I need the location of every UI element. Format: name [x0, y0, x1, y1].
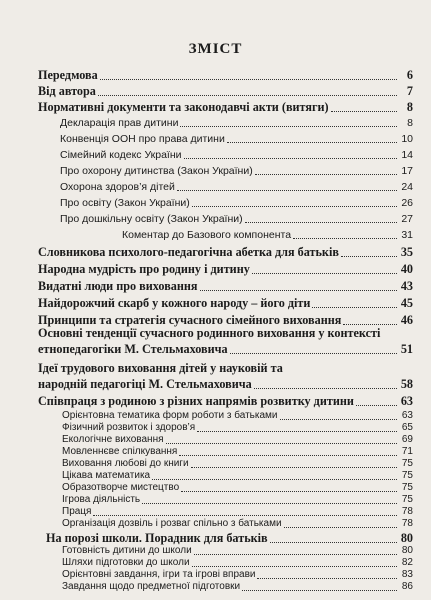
toc-entry-label: Фізичний розвиток і здоров’я: [62, 422, 196, 433]
toc-entry-page: 65: [401, 422, 413, 433]
toc-entry-page: 40: [400, 262, 413, 276]
toc-entry-label: Про дошкільну освіту (Закон України): [60, 213, 243, 225]
dot-leader: [245, 222, 397, 223]
toc-entry-label: Видатні люди про виховання: [38, 279, 198, 293]
toc-entry-label: Про освіту (Закон України): [60, 197, 190, 209]
toc-entry-label: Орієнтовні завдання, ігри та ігрові вправи: [62, 569, 256, 580]
toc-entry-label: Шляхи підготовки до школи: [62, 557, 190, 568]
toc-entry-label: Декларація прав дитини: [60, 117, 179, 129]
dot-leader: [356, 405, 397, 406]
toc-entry-label: Ідеї трудового виховання дітей у науковій та: [38, 361, 283, 375]
toc-subentry[interactable]: [62, 482, 413, 494]
toc-entry-page: 8: [406, 100, 413, 114]
dot-leader: [341, 256, 397, 257]
toc-entry-label: Словникова психолого-педагогічна абетка для батьків: [38, 245, 339, 259]
toc-entry-label: Організація дозвіль і розваг спільно з батьками: [62, 518, 282, 529]
dot-leader: [331, 111, 397, 112]
toc-entry-label: Мовленнєве спілкування: [62, 446, 178, 457]
toc-entry-page: 75: [401, 482, 413, 493]
dot-leader: [93, 515, 397, 516]
dot-leader: [100, 79, 397, 80]
toc-entry-label: Виховання любові до книги: [62, 458, 189, 469]
toc-subentry[interactable]: [62, 458, 413, 470]
toc-entry-label: На порозі школи. Порадник для батьків: [46, 531, 268, 545]
toc-entry[interactable]: [38, 100, 413, 114]
toc-entry-page: 75: [401, 470, 413, 481]
dot-leader: [200, 290, 397, 291]
toc-entry[interactable]: [38, 394, 413, 408]
toc-entry-label: Завдання щодо предметної підготовки: [62, 581, 241, 592]
toc-entry[interactable]: [38, 377, 413, 391]
toc-entry-page: 58: [400, 377, 413, 391]
toc-entry-label: Про охорону дитинства (Закон України): [60, 165, 253, 177]
page-title: ЗМІСТ: [188, 41, 243, 57]
toc-entry-page: 7: [406, 84, 413, 98]
toc-entry-page: 46: [400, 313, 413, 327]
toc-entry[interactable]: [38, 262, 413, 276]
toc-entry-label: Цікава математика: [62, 470, 151, 481]
dot-leader: [254, 388, 397, 389]
toc-entry-page: 83: [401, 569, 413, 580]
dot-leader: [179, 455, 397, 456]
toc-entry-page: 43: [400, 279, 413, 293]
toc-entry-page: 75: [401, 494, 413, 505]
toc-subentry[interactable]: [60, 197, 413, 209]
toc-subentry[interactable]: [62, 518, 413, 530]
toc-subentry[interactable]: [122, 229, 413, 241]
toc-entry-label: Нормативні документи та законодавчі акти (витяги): [38, 100, 329, 114]
toc-subentry[interactable]: [62, 446, 413, 458]
toc-entry-label: Образотворче мистецтво: [62, 482, 180, 493]
dot-leader: [192, 566, 397, 567]
dot-leader: [252, 273, 397, 274]
toc-entry-label: Ігрова діяльність: [62, 494, 141, 505]
dot-leader: [184, 158, 397, 159]
toc-subentry[interactable]: [62, 545, 413, 557]
toc-entry-label: Принципи та стратегія сучасного сімейного виховання: [38, 313, 342, 327]
toc-entry-page: 35: [400, 245, 413, 259]
toc-subentry[interactable]: [60, 165, 413, 177]
toc-entry-label: Найдорожчий скарб у кожного народу – його діти: [38, 296, 311, 310]
toc-entry-label: Від автора: [38, 84, 96, 98]
dot-leader: [177, 190, 397, 191]
dot-leader: [280, 419, 398, 420]
toc-subentry[interactable]: [62, 557, 413, 569]
toc-entry-page: 63: [401, 410, 413, 421]
toc-subentry[interactable]: [62, 434, 413, 446]
toc-entry[interactable]: [38, 68, 413, 82]
toc-entry-page: 24: [401, 181, 413, 193]
dot-leader: [343, 324, 397, 325]
toc-subentry[interactable]: [62, 410, 413, 422]
toc-subentry[interactable]: [62, 569, 413, 581]
toc-entry-page: 8: [407, 117, 413, 129]
toc-subentry[interactable]: [60, 181, 413, 193]
toc-entry-label: Охорона здоров’я дітей: [60, 181, 175, 193]
toc-subentry[interactable]: [62, 581, 413, 593]
toc-entry-page: 27: [401, 213, 413, 225]
toc-entry[interactable]: [38, 279, 413, 293]
dot-leader: [270, 542, 397, 543]
toc-entry-line1[interactable]: [38, 326, 413, 340]
dot-leader: [98, 95, 397, 96]
toc-entry[interactable]: [38, 84, 413, 98]
toc-entry-page: 86: [401, 581, 413, 592]
toc-entry-page: 82: [401, 557, 413, 568]
toc-subentry[interactable]: [62, 506, 413, 518]
toc-entry-page: 6: [406, 68, 413, 82]
toc-entry-label: Екологічне виховання: [62, 434, 164, 445]
toc-entry-line1[interactable]: [38, 361, 413, 375]
toc-entry-page: 31: [401, 229, 413, 241]
toc-entry-label: народній педагогіці М. Стельмаховича: [38, 377, 252, 391]
toc-subentry[interactable]: [60, 149, 413, 161]
toc-entry[interactable]: [46, 531, 413, 545]
dot-leader: [293, 238, 397, 239]
toc-entry-page: 51: [400, 342, 413, 356]
toc-entry-page: 71: [401, 446, 413, 457]
toc-entry-label: Праця: [62, 506, 92, 517]
dot-leader: [142, 503, 397, 504]
dot-leader: [166, 443, 397, 444]
toc-entry-page: 45: [400, 296, 413, 310]
toc-entry-page: 78: [401, 506, 413, 517]
toc-entry-label: Коментар до Базового компонента: [122, 229, 292, 241]
dot-leader: [227, 142, 397, 143]
dot-leader: [255, 174, 397, 175]
toc-entry-label: Конвенція ООН про права дитини: [60, 133, 225, 145]
toc-subentry[interactable]: [62, 422, 413, 434]
toc-subentry[interactable]: [60, 117, 413, 129]
toc-entry-page: 80: [400, 531, 413, 545]
toc-entry-page: 10: [401, 133, 413, 145]
toc-entry[interactable]: [38, 296, 413, 310]
toc-entry-page: 26: [401, 197, 413, 209]
toc-entry-label: Передмова: [38, 68, 98, 82]
toc-subentry[interactable]: [60, 133, 413, 145]
toc-entry[interactable]: [38, 342, 413, 356]
toc-entry-page: 80: [401, 545, 413, 556]
toc-entry-label: Основні тенденції сучасного родинного виховання у контексті: [38, 326, 381, 340]
dot-leader: [230, 353, 397, 354]
toc-entry[interactable]: [38, 313, 413, 327]
toc-entry-label: Сімейний кодекс України: [60, 149, 182, 161]
toc-entry-label: етнопедагогіки М. Стельмаховича: [38, 342, 228, 356]
toc-entry-label: Готовність дитини до школи: [62, 545, 192, 556]
dot-leader: [197, 431, 397, 432]
toc-subentry[interactable]: [62, 494, 413, 506]
dot-leader: [194, 554, 397, 555]
dot-leader: [242, 590, 397, 591]
dot-leader: [180, 126, 397, 127]
toc-subentry[interactable]: [60, 213, 413, 225]
toc-subentry[interactable]: [62, 470, 413, 482]
toc-entry-label: Орієнтовна тематика форм роботи з батьками: [62, 410, 278, 421]
toc-entry-page: 14: [401, 149, 413, 161]
toc-entry[interactable]: [38, 245, 413, 259]
dot-leader: [312, 307, 397, 308]
dot-leader: [257, 578, 397, 579]
toc-entry-page: 69: [401, 434, 413, 445]
dot-leader: [152, 479, 397, 480]
dot-leader: [284, 527, 397, 528]
dot-leader: [192, 206, 397, 207]
dot-leader: [181, 491, 397, 492]
toc-entry-page: 17: [401, 165, 413, 177]
toc-entry-page: 63: [400, 394, 413, 408]
dot-leader: [191, 467, 397, 468]
toc-entry-page: 78: [401, 518, 413, 529]
toc-entry-label: Народна мудрість про родину і дитину: [38, 262, 250, 276]
toc-entry-page: 75: [401, 458, 413, 469]
toc-entry-label: Співпраця з родиною з різних напрямів розвитку дитини: [38, 394, 354, 408]
